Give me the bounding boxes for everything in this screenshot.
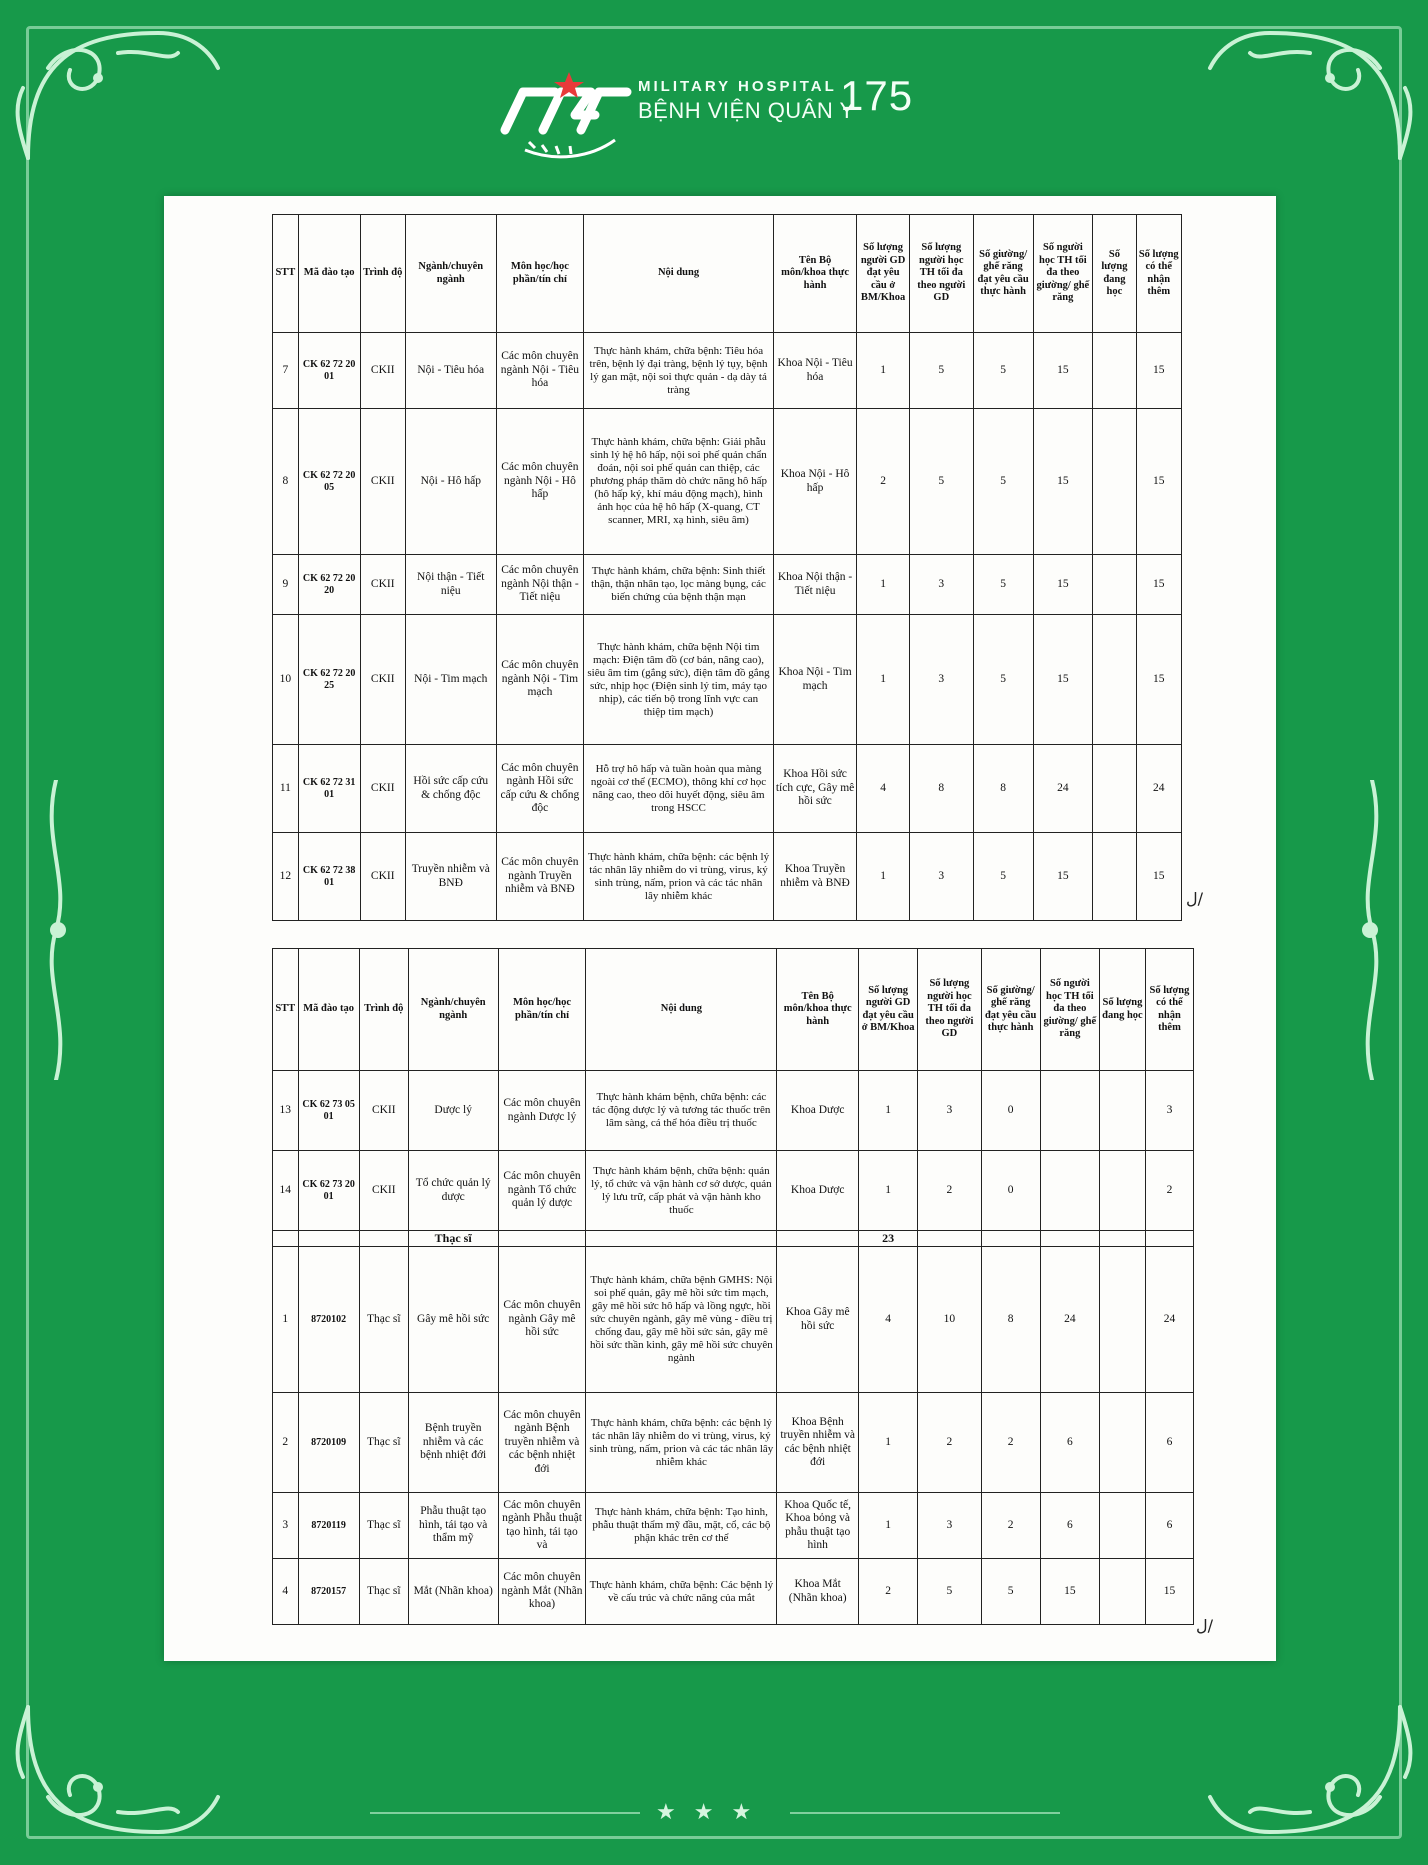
- content-cell: Thực hành khám, chữa bệnh: Sinh thiết thận, thận nhân tạo, lọc màng bụng, các biến chứng của bệnh thận mạn: [584, 555, 774, 615]
- content-cell: Thực hành khám bệnh, chữa bệnh: quản lý, tổ chức và vận hành cơ sở dược, quản lý lưu trữ, cấp phát và vận hành kho thuốc: [586, 1151, 777, 1231]
- max-learners-gd-cell: 2: [918, 1393, 981, 1493]
- column-header: Trình độ: [360, 215, 405, 333]
- max-learners-gd-cell: 10: [918, 1247, 981, 1393]
- beds-cell: 5: [981, 1559, 1040, 1625]
- gd-count-cell: 2: [857, 409, 910, 555]
- max-learners-beds-cell: 24: [1033, 745, 1093, 833]
- column-header: Tên Bộ môn/khoa thực hành: [773, 215, 856, 333]
- level-cell: CKII: [360, 833, 405, 921]
- gd-count-cell: 1: [857, 333, 910, 409]
- corner-ornament-top-left: [8, 8, 238, 168]
- content-cell: Thực hành khám, chữa bệnh: các bệnh lý tác nhân lây nhiễm do vi trùng, virus, ký sinh trùng, nấm, prion và các tác nhân lây nhiễm khác: [584, 833, 774, 921]
- column-header: Tên Bộ môn/khoa thực hành: [777, 949, 859, 1071]
- section-cell: [273, 1231, 299, 1247]
- logo-title-en: MILITARY HOSPITAL: [638, 78, 837, 95]
- dept-cell: Khoa Dược: [777, 1071, 859, 1151]
- gd-count-cell: 1: [859, 1151, 918, 1231]
- gd-count-cell: 4: [857, 745, 910, 833]
- column-header: Môn học/học phần/tín chỉ: [496, 215, 584, 333]
- subject-cell: Các môn chuyên ngành Truyền nhiễm và BNĐ: [496, 833, 584, 921]
- gd-count-cell: 1: [857, 555, 910, 615]
- subject-cell: Các môn chuyên ngành Mắt (Nhãn khoa): [498, 1559, 586, 1625]
- column-header: Nội dung: [586, 949, 777, 1071]
- section-cell: [498, 1231, 586, 1247]
- beds-cell: 5: [973, 333, 1033, 409]
- major-cell: Hồi sức cấp cứu & chống độc: [405, 745, 496, 833]
- available-cell: 6: [1145, 1493, 1193, 1559]
- column-header: STT: [273, 215, 299, 333]
- column-header: Số lượng người học TH tối đa theo người GD: [909, 215, 973, 333]
- dept-cell: Khoa Quốc tế, Khoa bỏng và phẫu thuật tạo hình: [777, 1493, 859, 1559]
- level-cell: CKII: [359, 1071, 408, 1151]
- major-cell: Nội - Hô hấp: [405, 409, 496, 555]
- code-cell: CK 62 73 20 01: [298, 1151, 359, 1231]
- section-total: 23: [859, 1231, 918, 1247]
- dept-cell: Khoa Gây mê hồi sức: [777, 1247, 859, 1393]
- subject-cell: Các môn chuyên ngành Hồi sức cấp cứu & chống độc: [496, 745, 584, 833]
- studying-cell: [1093, 745, 1136, 833]
- available-cell: 15: [1136, 333, 1181, 409]
- section-cell: [1099, 1231, 1145, 1247]
- max-learners-beds-cell: 6: [1040, 1493, 1099, 1559]
- table-header-row: [273, 949, 1194, 1071]
- max-learners-gd-cell: 3: [918, 1493, 981, 1559]
- level-cell: Thạc sĩ: [359, 1393, 408, 1493]
- max-learners-gd-cell: 3: [918, 1071, 981, 1151]
- gd-count-cell: 1: [859, 1493, 918, 1559]
- corner-ornament-top-right: [1190, 8, 1420, 168]
- max-learners-beds-cell: 15: [1033, 409, 1093, 555]
- column-header: Mã đào tạo: [298, 215, 360, 333]
- available-cell: 15: [1145, 1559, 1193, 1625]
- beds-cell: 5: [973, 833, 1033, 921]
- max-learners-gd-cell: 8: [909, 745, 973, 833]
- content-cell: Thực hành khám, chữa bệnh: Tạo hình, phẫu thuật thẩm mỹ đầu, mặt, cổ, các bộ phận khác trên cơ thể: [586, 1493, 777, 1559]
- gd-count-cell: 1: [857, 615, 910, 745]
- major-cell: Nội - Tim mạch: [405, 615, 496, 745]
- dept-cell: Khoa Nội thận - Tiết niệu: [773, 555, 856, 615]
- logo-number: 175: [840, 72, 914, 119]
- code-cell: 8720109: [298, 1393, 359, 1493]
- side-ornament-right: [1352, 780, 1392, 1080]
- available-cell: 2: [1145, 1151, 1193, 1231]
- stt-cell: 1: [273, 1247, 299, 1393]
- stt-cell: 9: [273, 555, 299, 615]
- column-header: Số lượng đang học: [1093, 215, 1136, 333]
- available-cell: 24: [1145, 1247, 1193, 1393]
- subject-cell: Các môn chuyên ngành Gây mê hồi sức: [498, 1247, 586, 1393]
- subject-cell: Các môn chuyên ngành Nội - Tiêu hóa: [496, 333, 584, 409]
- major-cell: Gây mê hồi sức: [408, 1247, 498, 1393]
- column-header: Số lượng có thể nhận thêm: [1145, 949, 1193, 1071]
- available-cell: 15: [1136, 555, 1181, 615]
- table-row: [273, 745, 1182, 833]
- subject-cell: Các môn chuyên ngành Dược lý: [498, 1071, 586, 1151]
- max-learners-gd-cell: 2: [918, 1151, 981, 1231]
- beds-cell: 2: [981, 1393, 1040, 1493]
- max-learners-beds-cell: 15: [1033, 555, 1093, 615]
- signature-mark-1: ﻝ/: [1186, 889, 1204, 908]
- major-cell: Nội - Tiêu hóa: [405, 333, 496, 409]
- table-row: [273, 1393, 1194, 1493]
- code-cell: 8720157: [298, 1559, 359, 1625]
- gd-count-cell: 4: [859, 1247, 918, 1393]
- table-row: [273, 615, 1182, 745]
- max-learners-beds-cell: 24: [1040, 1247, 1099, 1393]
- studying-cell: [1093, 833, 1136, 921]
- level-cell: CKII: [359, 1151, 408, 1231]
- major-cell: Nội thận - Tiết niệu: [405, 555, 496, 615]
- code-cell: 8720119: [298, 1493, 359, 1559]
- level-cell: CKII: [360, 409, 405, 555]
- available-cell: 6: [1145, 1393, 1193, 1493]
- stt-cell: 10: [273, 615, 299, 745]
- section-cell: [359, 1231, 408, 1247]
- max-learners-beds-cell: [1040, 1151, 1099, 1231]
- subject-cell: Các môn chuyên ngành Nội thận - Tiết niệu: [496, 555, 584, 615]
- dept-cell: Khoa Truyền nhiễm và BNĐ: [773, 833, 856, 921]
- code-cell: CK 62 73 05 01: [298, 1071, 359, 1151]
- level-cell: Thạc sĩ: [359, 1493, 408, 1559]
- subject-cell: Các môn chuyên ngành Phẫu thuật tạo hình, tái tạo và: [498, 1493, 586, 1559]
- studying-cell: [1093, 409, 1136, 555]
- content-cell: Thực hành khám, chữa bệnh: Tiêu hóa trên, bệnh lý đại tràng, bệnh lý tụy, bệnh lý gan mật, nội soi thực quản - dạ dày tá tràng: [584, 333, 774, 409]
- major-cell: Bệnh truyền nhiễm và các bệnh nhiệt đới: [408, 1393, 498, 1493]
- section-label: Thạc sĩ: [408, 1231, 498, 1247]
- content-cell: Thực hành khám, chữa bệnh: Giải phẫu sinh lý hệ hô hấp, nội soi phế quản chẩn đoán, nội soi phế quản can thiệp, các phương pháp thăm dò chức năng hô hấp (hô hấp ký, khí máu động mạch), hình ảnh học của hệ hô hấp (X-quang, CT scanner, MRI, xạ hình, siêu âm): [584, 409, 774, 555]
- max-learners-gd-cell: 3: [909, 833, 973, 921]
- major-cell: Tổ chức quản lý dược: [408, 1151, 498, 1231]
- available-cell: 3: [1145, 1071, 1193, 1151]
- studying-cell: [1093, 615, 1136, 745]
- column-header: Số giường/ ghế răng đạt yêu cầu thực hành: [981, 949, 1040, 1071]
- major-cell: Mắt (Nhãn khoa): [408, 1559, 498, 1625]
- stt-cell: 3: [273, 1493, 299, 1559]
- content-cell: Thực hành khám, chữa bệnh Nội tim mạch: Điện tâm đồ (cơ bản, nâng cao), siêu âm tim (gắng sức), điện tâm đồ gắng sức, nhịp học (Điện sinh lý tim, máy tạo nhịp), các tiến bộ trong lĩnh vực can thiệp tim mạch): [584, 615, 774, 745]
- max-learners-gd-cell: 3: [909, 615, 973, 745]
- level-cell: CKII: [360, 333, 405, 409]
- major-cell: Dược lý: [408, 1071, 498, 1151]
- column-header: Số người học TH tối đa theo giường/ ghế răng: [1033, 215, 1093, 333]
- stt-cell: 12: [273, 833, 299, 921]
- beds-cell: 5: [973, 615, 1033, 745]
- column-header: STT: [273, 949, 299, 1071]
- beds-cell: 0: [981, 1151, 1040, 1231]
- column-header: Số giường/ ghế răng đạt yêu cầu thực hành: [973, 215, 1033, 333]
- gd-count-cell: 2: [859, 1559, 918, 1625]
- content-cell: Thực hành khám, chữa bệnh: Các bệnh lý về cấu trúc và chức năng của mắt: [586, 1559, 777, 1625]
- training-table-2: [272, 948, 1194, 1625]
- column-header: Ngành/chuyên ngành: [405, 215, 496, 333]
- studying-cell: [1099, 1071, 1145, 1151]
- section-cell: [1040, 1231, 1099, 1247]
- level-cell: CKII: [360, 555, 405, 615]
- table-row: [273, 1247, 1194, 1393]
- max-learners-beds-cell: 15: [1040, 1559, 1099, 1625]
- corner-ornament-bottom-right: [1190, 1697, 1420, 1857]
- table-row: [273, 1559, 1194, 1625]
- section-cell: [298, 1231, 359, 1247]
- table-row: [273, 409, 1182, 555]
- studying-cell: [1099, 1151, 1145, 1231]
- column-header: Môn học/học phần/tín chỉ: [498, 949, 586, 1071]
- dept-cell: Khoa Nội - Hô hấp: [773, 409, 856, 555]
- max-learners-beds-cell: 15: [1033, 833, 1093, 921]
- column-header: Số lượng người học TH tối đa theo người GD: [918, 949, 981, 1071]
- table-row: [273, 555, 1182, 615]
- bottom-divider-left: [370, 1812, 640, 1814]
- level-cell: Thạc sĩ: [359, 1247, 408, 1393]
- logo-mark-icon: [495, 70, 635, 160]
- code-cell: CK 62 72 31 01: [298, 745, 360, 833]
- code-cell: CK 62 72 20 25: [298, 615, 360, 745]
- column-header: Nội dung: [584, 215, 774, 333]
- dept-cell: Khoa Bệnh truyền nhiễm và các bệnh nhiệt đới: [777, 1393, 859, 1493]
- code-cell: 8720102: [298, 1247, 359, 1393]
- signature-mark-2: ﻝ/: [1196, 1616, 1214, 1635]
- available-cell: 24: [1136, 745, 1181, 833]
- section-row: [273, 1231, 1194, 1247]
- table-row: [273, 833, 1182, 921]
- dept-cell: Khoa Hồi sức tích cực, Gây mê hồi sức: [773, 745, 856, 833]
- studying-cell: [1099, 1247, 1145, 1393]
- major-cell: Phẫu thuật tạo hình, tái tạo và thẩm mỹ: [408, 1493, 498, 1559]
- column-header: Số lượng người GD đạt yêu cầu ở BM/Khoa: [859, 949, 918, 1071]
- stt-cell: 8: [273, 409, 299, 555]
- level-cell: CKII: [360, 745, 405, 833]
- column-header: Trình độ: [359, 949, 408, 1071]
- gd-count-cell: 1: [857, 833, 910, 921]
- beds-cell: 8: [973, 745, 1033, 833]
- stt-cell: 7: [273, 333, 299, 409]
- side-ornament-left: [36, 780, 76, 1080]
- code-cell: CK 62 72 38 01: [298, 833, 360, 921]
- gd-count-cell: 1: [859, 1393, 918, 1493]
- hospital-logo: [495, 70, 935, 170]
- level-cell: CKII: [360, 615, 405, 745]
- major-cell: Truyền nhiễm và BNĐ: [405, 833, 496, 921]
- bottom-stars-icon: ★★★: [656, 1800, 770, 1825]
- studying-cell: [1093, 555, 1136, 615]
- content-cell: Hỗ trợ hô hấp và tuần hoàn qua màng ngoài cơ thể (ECMO), thông khí cơ học nâng cao, theo dõi huyết động, siêu âm trong HSCC: [584, 745, 774, 833]
- stt-cell: 11: [273, 745, 299, 833]
- max-learners-beds-cell: 15: [1033, 333, 1093, 409]
- code-cell: CK 62 72 20 01: [298, 333, 360, 409]
- table-row: [273, 1493, 1194, 1559]
- dept-cell: Khoa Nội - Tim mạch: [773, 615, 856, 745]
- max-learners-gd-cell: 3: [909, 555, 973, 615]
- corner-ornament-bottom-left: [8, 1697, 238, 1857]
- dept-cell: Khoa Mắt (Nhãn khoa): [777, 1559, 859, 1625]
- content-cell: Thực hành khám, chữa bệnh: các bệnh lý tác nhân lây nhiễm do vi trùng, virus, ký sinh trùng, nấm, prion và các tác nhân lây nhiễm khác: [586, 1393, 777, 1493]
- document-page: [164, 196, 1276, 1661]
- column-header: Mã đào tạo: [298, 949, 359, 1071]
- content-cell: Thực hành khám bệnh, chữa bệnh: các tác động dược lý và tương tác thuốc trên lâm sàng, cá thể hóa điều trị thuốc: [586, 1071, 777, 1151]
- section-cell: [777, 1231, 859, 1247]
- section-cell: [981, 1231, 1040, 1247]
- dept-cell: Khoa Nội - Tiêu hóa: [773, 333, 856, 409]
- beds-cell: 5: [973, 409, 1033, 555]
- beds-cell: 0: [981, 1071, 1040, 1151]
- max-learners-beds-cell: 6: [1040, 1393, 1099, 1493]
- max-learners-gd-cell: 5: [909, 409, 973, 555]
- section-cell: [918, 1231, 981, 1247]
- table-row: [273, 1071, 1194, 1151]
- stt-cell: 4: [273, 1559, 299, 1625]
- max-learners-gd-cell: 5: [909, 333, 973, 409]
- max-learners-beds-cell: 15: [1033, 615, 1093, 745]
- bottom-divider-right: [790, 1812, 1060, 1814]
- stt-cell: 13: [273, 1071, 299, 1151]
- level-cell: Thạc sĩ: [359, 1559, 408, 1625]
- available-cell: 15: [1136, 409, 1181, 555]
- available-cell: 15: [1136, 833, 1181, 921]
- studying-cell: [1099, 1393, 1145, 1493]
- max-learners-gd-cell: 5: [918, 1559, 981, 1625]
- content-cell: Thực hành khám, chữa bệnh GMHS: Nội soi phế quản, gây mê hồi sức tim mạch, gây mê hồi sức hô hấp và lồng ngực, hồi sức chuyên ngành, gây mê vùng - điều trị chống đau, gây mê hồi sức sản, gây mê hồi sức thần kinh, gây mê hồi sức chuyên ngành: [586, 1247, 777, 1393]
- gd-count-cell: 1: [859, 1071, 918, 1151]
- logo-title-vi: BỆNH VIỆN QUÂN Y: [638, 98, 855, 123]
- studying-cell: [1099, 1559, 1145, 1625]
- subject-cell: Các môn chuyên ngành Bệnh truyền nhiễm và các bệnh nhiệt đới: [498, 1393, 586, 1493]
- code-cell: CK 62 72 20 20: [298, 555, 360, 615]
- studying-cell: [1093, 333, 1136, 409]
- beds-cell: 5: [973, 555, 1033, 615]
- subject-cell: Các môn chuyên ngành Nội - Tim mạch: [496, 615, 584, 745]
- stt-cell: 2: [273, 1393, 299, 1493]
- column-header: Số lượng người GD đạt yêu cầu ở BM/Khoa: [857, 215, 910, 333]
- column-header: Số lượng có thể nhận thêm: [1136, 215, 1181, 333]
- studying-cell: [1099, 1493, 1145, 1559]
- training-table-1: [272, 214, 1182, 921]
- section-cell: [1145, 1231, 1193, 1247]
- stt-cell: 14: [273, 1151, 299, 1231]
- code-cell: CK 62 72 20 05: [298, 409, 360, 555]
- column-header: Số người học TH tối đa theo giường/ ghế răng: [1040, 949, 1099, 1071]
- dept-cell: Khoa Dược: [777, 1151, 859, 1231]
- section-cell: [586, 1231, 777, 1247]
- table-row: [273, 333, 1182, 409]
- beds-cell: 8: [981, 1247, 1040, 1393]
- table-row: [273, 1151, 1194, 1231]
- column-header: Ngành/chuyên ngành: [408, 949, 498, 1071]
- column-header: Số lượng đang học: [1099, 949, 1145, 1071]
- table-header-row: [273, 215, 1182, 333]
- available-cell: 15: [1136, 615, 1181, 745]
- subject-cell: Các môn chuyên ngành Nội - Hô hấp: [496, 409, 584, 555]
- subject-cell: Các môn chuyên ngành Tổ chức quản lý dược: [498, 1151, 586, 1231]
- beds-cell: 2: [981, 1493, 1040, 1559]
- max-learners-beds-cell: [1040, 1071, 1099, 1151]
